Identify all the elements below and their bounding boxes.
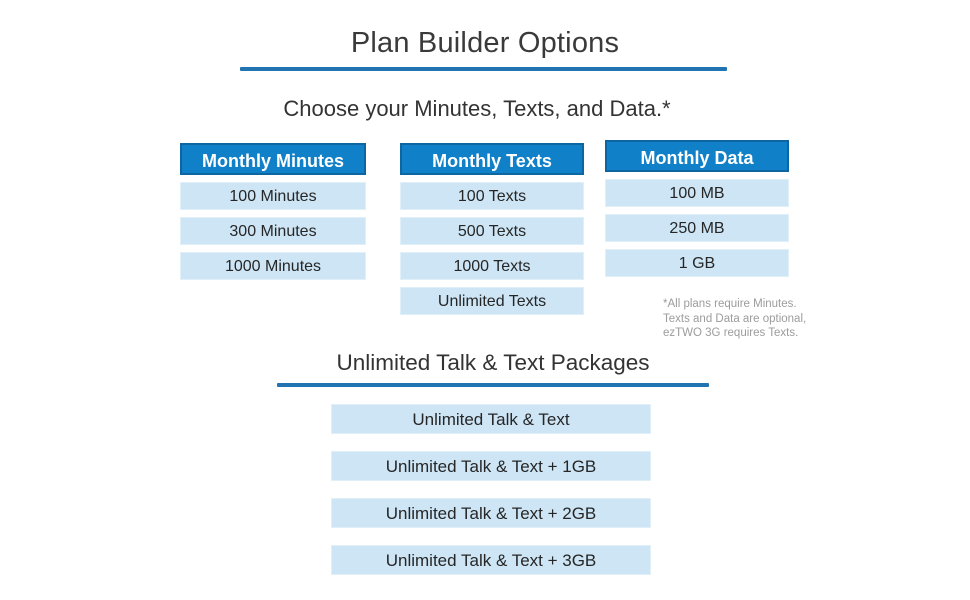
option-500-texts[interactable]: 500 Texts [400,217,584,245]
package-unlimited-talk-text[interactable]: Unlimited Talk & Text [331,404,651,434]
package-unlimited-talk-text-1gb[interactable]: Unlimited Talk & Text + 1GB [331,451,651,481]
option-100-mb[interactable]: 100 MB [605,179,789,207]
monthly-data-column [605,140,789,277]
monthly-minutes-header: Monthly Minutes [180,143,366,175]
footnote-line-1: *All plans require Minutes. [663,298,797,310]
footnote-line-2: Texts and Data are optional, [663,312,807,325]
monthly-data-header: Monthly Data [605,140,789,172]
monthly-texts-column [400,143,584,315]
option-1-gb[interactable]: 1 GB [605,249,789,277]
choose-section-heading: Choose your Minutes, Texts, and Data.* [283,96,671,121]
option-1000-minutes[interactable]: 1000 Minutes [180,252,366,280]
monthly-texts-header: Monthly Texts [400,143,584,175]
page-title: Plan Builder Options [350,27,620,59]
option-250-mb[interactable]: 250 MB [605,214,789,242]
plan-footnote [663,297,853,341]
option-100-minutes[interactable]: 100 Minutes [180,182,366,210]
option-1000-texts[interactable]: 1000 Texts [400,252,584,280]
option-100-texts[interactable]: 100 Texts [400,182,584,210]
packages-heading: Unlimited Talk & Text Packages [336,350,650,375]
packages-underline [277,383,709,387]
monthly-minutes-column [180,143,366,280]
option-300-minutes[interactable]: 300 Minutes [180,217,366,245]
package-unlimited-talk-text-3gb[interactable]: Unlimited Talk & Text + 3GB [331,545,651,575]
footnote-line-3: ezTWO 3G requires Texts. [663,327,799,340]
title-underline [240,67,727,71]
option-unlimited-texts[interactable]: Unlimited Texts [400,287,584,315]
packages-list [331,404,651,592]
package-unlimited-talk-text-2gb[interactable]: Unlimited Talk & Text + 2GB [331,498,651,528]
